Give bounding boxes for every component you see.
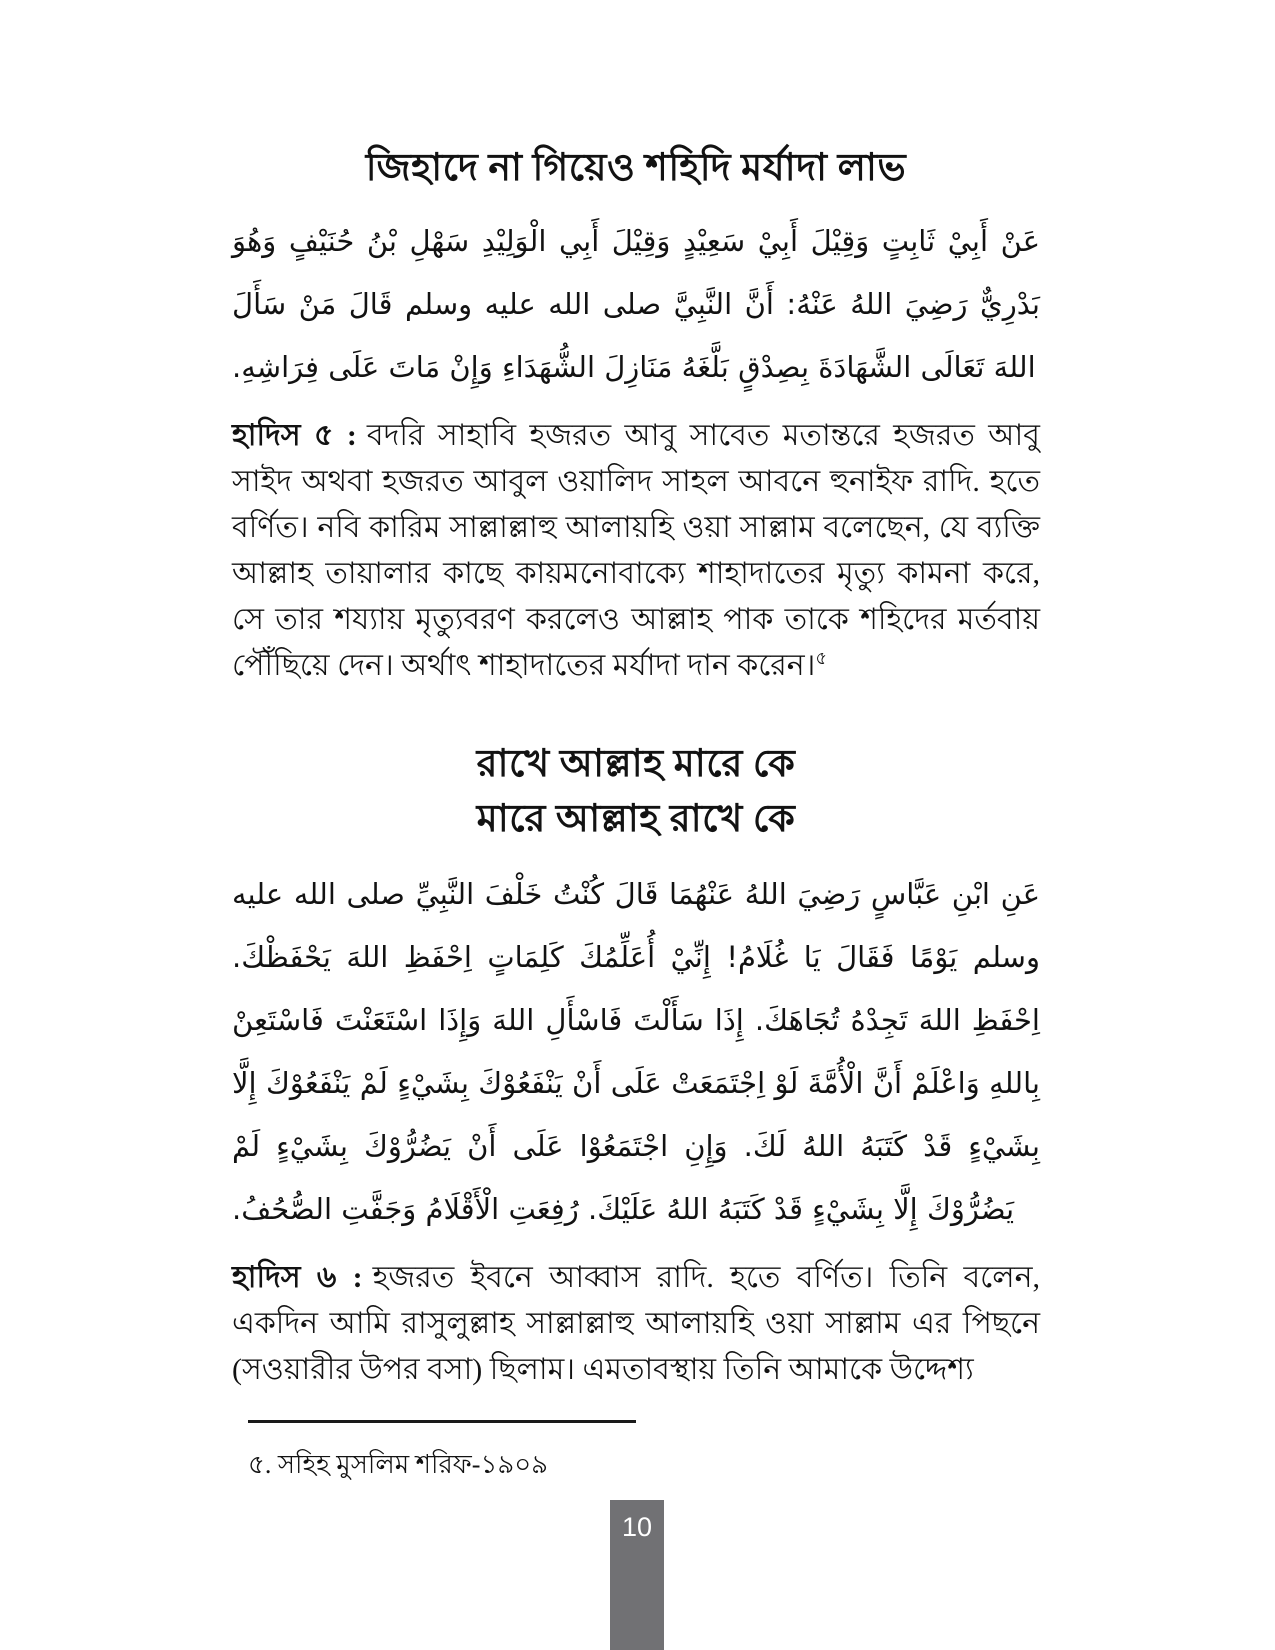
footnote-reference-mark: ৫ — [815, 648, 828, 668]
footnote-divider — [248, 1420, 636, 1423]
footnote-text: ৫. সহিহ মুসলিম শরিফ-১৯০৯ — [248, 1450, 548, 1479]
section-1-heading: জিহাদে না গিয়েও শহিদি মর্যাদা লাভ — [365, 147, 907, 189]
hadith-5-label: হাদিস ৫ : — [232, 419, 357, 452]
hadith-5-paragraph — [232, 413, 1040, 689]
section-2-heading-line-2: মারে আল্লাহ রাখে কে — [476, 798, 796, 840]
section-2-heading-line-1: রাখে আল্লাহ মারে কে — [476, 743, 796, 785]
section-2-arabic-text: عَنِ ابْنِ عَبَّاسٍ رَضِيَ اللهُ عَنْهُمَا قَالَ كُنْتُ خَلْفَ النَّبِيِّ صلى الله عليه وسلم يَوْمًا فَقَالَ يَا غُلَامُ! إِنِّيْ أُعَلِّمُكَ كَلِمَاتٍ اِحْفَظِ اللهَ يَحْفَظْكَ. اِحْفَظِ اللهَ تَجِدْهُ تُجَاهَكَ. إِذَا سَأَلْتَ فَاسْأَلِ اللهَ وَإِذَا اسْتَعَنْتَ فَاسْتَعِنْ بِاللهِ وَاعْلَمْ أَنَّ الْأُمَّةَ لَوْ اِجْتَمَعَتْ عَلَى أَنْ يَنْفَعُوْكَ بِشَيْءٍ لَمْ يَنْفَعُوْكَ إِلَّا بِشَيْءٍ قَدْ كَتَبَهُ اللهُ لَكَ. وَإِنِ اجْتَمَعُوْا عَلَى أَنْ يَضُرُّوْكَ بِشَيْءٍ لَمْ يَضُرُّوْكَ إِلَّا بِشَيْءٍ قَدْ كَتَبَهُ اللهُ عَلَيْكَ. رُفِعَتِ الْأَقْلَامُ وَجَفَّتِ الصُّحُفُ. — [232, 877, 1040, 1226]
page-number: 10 — [621, 1512, 653, 1542]
section-2-heading — [232, 737, 1040, 847]
hadith-6-text: হজরত ইবনে আব্বাস রাদি. হতে বর্ণিত। তিনি বলেন, একদিন আমি রাসুলুল্লাহ সাল্লাল্লাহু আলায়হি ওয়া সাল্লাম এর পিছনে (সওয়ারীর উপর বসা) ছিলাম। এমতাবস্থায় তিনি আমাকে উদ্দেশ্য — [232, 1261, 1040, 1386]
footnote-area — [248, 1420, 848, 1481]
page-content — [232, 142, 1040, 1393]
hadith-6-paragraph — [232, 1255, 1040, 1393]
page-number-tab — [610, 1500, 664, 1650]
hadith-6-label: হাদিস ৬ : — [232, 1261, 363, 1294]
section-1-arabic-text: عَنْ أَبِيْ ثَابِتٍ وَقِيْلَ أَبِيْ سَعِيْدٍ وَقِيْلَ أَبِي الْوَلِيْدِ سَهْلِ بْنُ حُنَيْفٍ وَهُوَ بَدْرِيٌّ رَضِيَ اللهُ عَنْهُ: أَنَّ النَّبِيَّ صلى الله عليه وسلم قَالَ مَنْ سَأَلَ اللهَ تَعَالَى الشَّهَادَةَ بِصِدْقٍ بَلَّغَهُ مَنَازِلَ الشُّهَدَاءِ وَإِنْ مَاتَ عَلَى فِرَاشِهِ. — [232, 224, 1040, 384]
hadith-5-text: বদরি সাহাবি হজরত আবু সাবেত মতান্তরে হজরত আবু সাইদ অথবা হজরত আবুল ওয়ালিদ সাহল আবনে হুনাইফ রাদি. হতে বর্ণিত। নবি কারিম সাল্লাল্লাহু আলায়হি ওয়া সাল্লাম বলেছেন, যে ব্যক্তি আল্লাহ তায়ালার কাছে কায়মনোবাক্যে শাহাদাতের মৃত্যু কামনা করে, সে তার শয্যায় মৃত্যুবরণ করলেও আল্লাহ পাক তাকে শহিদের মর্তবায় পৌঁছিয়ে দেন। অর্থাৎ শাহাদাতের মর্যাদা দান করেন। — [232, 419, 1040, 682]
